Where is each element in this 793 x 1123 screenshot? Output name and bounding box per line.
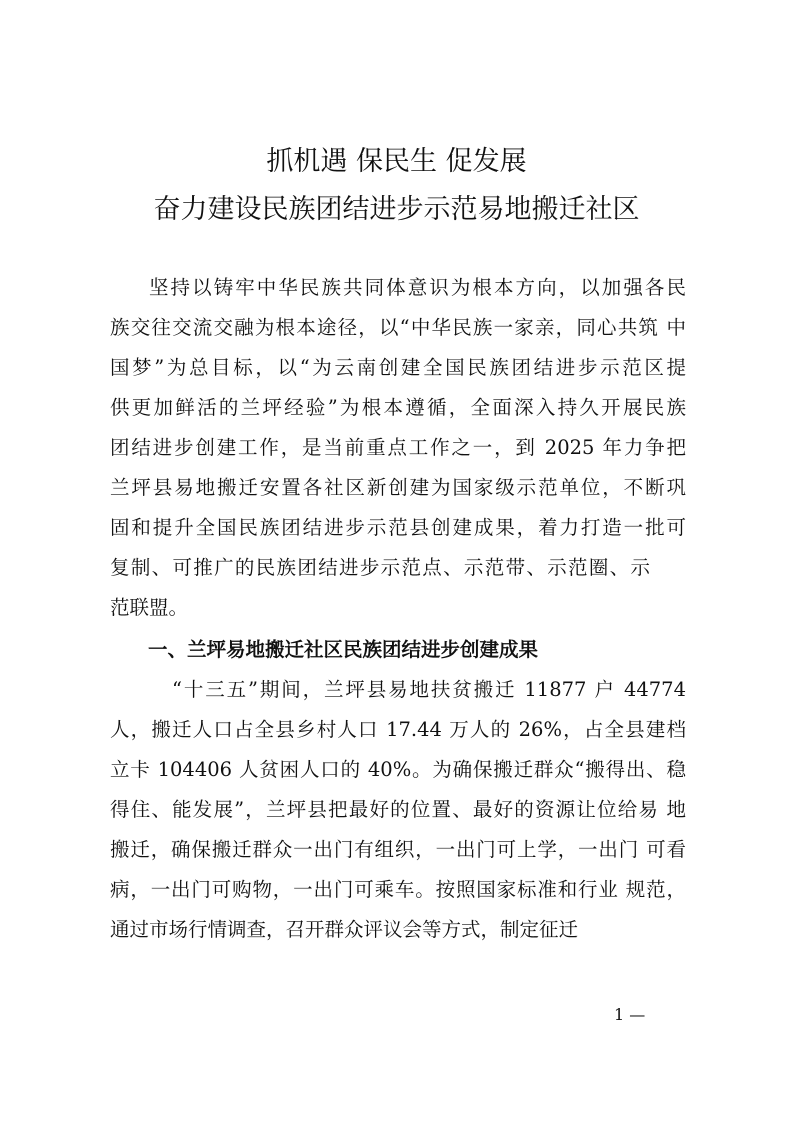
text-line: 通过市场行情调查，召开群众评议会等方式，制定征迁 — [110, 918, 579, 941]
text-line: 坚持以铸牢中华民族共同体意识为根本方向，以加强各民 — [149, 276, 686, 299]
text-line: 范联盟。 — [110, 596, 189, 619]
text-line: 供更加鲜活的兰坪经验”为根本遵循，全面深入持久开展民族 — [110, 396, 686, 419]
text-line: 立卡 104406 人贫困人口的 40%。为确保搬迁群众“搬得出、稳 — [110, 758, 686, 781]
title-line-2: 奋力建设民族团结进步示范易地搬迁社区 — [153, 194, 640, 225]
text-line: 复制、可推广的民族团结进步示范点、示范带、示范圈、示 — [110, 556, 650, 579]
text-line: 病，一出门可购物，一出门可乘车。按照国家标准和行业 规范， — [110, 878, 686, 901]
text-line: 兰坪县易地搬迁安置各社区新创建为国家级示范单位，不断巩 — [110, 476, 686, 499]
section-heading: 一、兰坪易地搬迁社区民族团结进步创建成果 — [148, 638, 539, 661]
text-line: 得住、能发展”，兰坪县把最好的位置、最好的资源让位给易 地 — [110, 798, 686, 821]
text-line: 搬迁，确保搬迁群众一出门有组织，一出门可上学，一出门 可看 — [110, 838, 686, 861]
text-line: 固和提升全国民族团结进步示范县创建成果，着力打造一批可 — [110, 516, 686, 539]
text-line: “十三五”期间，兰坪县易地扶贫搬迁 11877 户 44774 — [172, 678, 686, 701]
title-line-1: 抓机遇 保民生 促发展 — [266, 146, 527, 177]
text-line: 团结进步创建工作，是当前重点工作之一，到 2025 年力争把 — [110, 436, 686, 459]
text-line: 族交往交流交融为根本途径，以“中华民族一家亲，同心共筑 中 — [110, 316, 686, 339]
text-line: 人，搬迁人口占全县乡村人口 17.44 万人的 26%，占全县建档 — [110, 718, 686, 741]
text-line: 国梦”为总目标，以“为云南创建全国民族团结进步示范区提 — [110, 356, 686, 379]
page-number: 1 — — [614, 1005, 646, 1024]
